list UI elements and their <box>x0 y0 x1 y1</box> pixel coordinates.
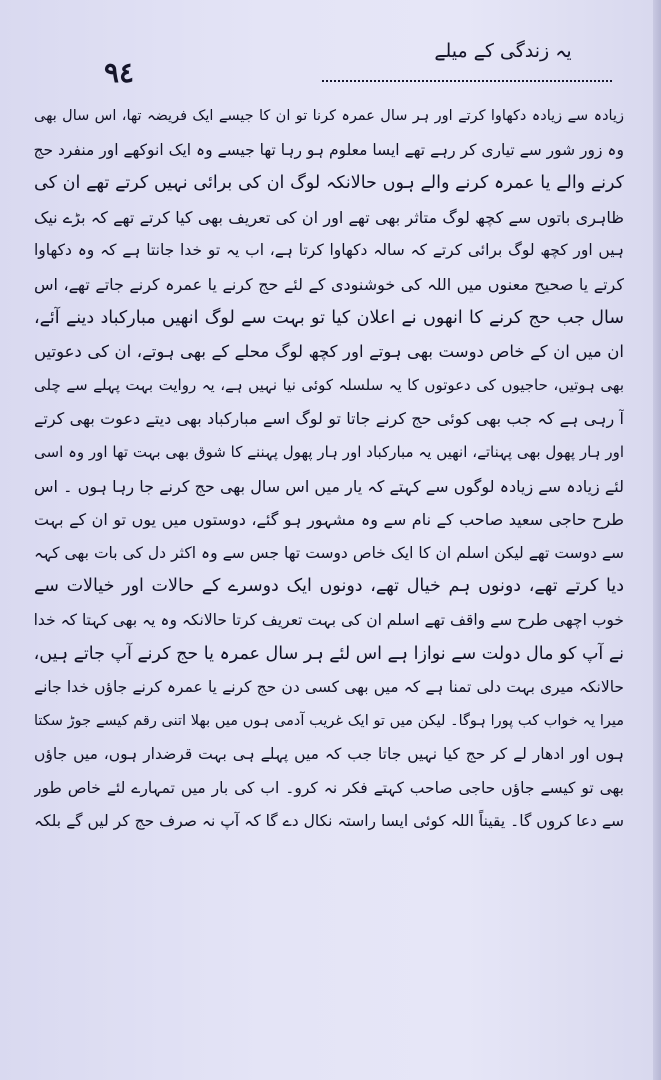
text-line: سے دوست تھے لیکن اسلم ان کا ایک خاص دوست تھا جس سے وہ اکثر دل کی بات بھی کہہ <box>34 543 624 562</box>
text-line: اور ہار پھول بھی پہناتے، انھیں یہ مبارکباد اور ہار پھول پہننے کا شوق بھی بہت تھا اور وہ اسی <box>34 442 624 461</box>
text-line: نے آپ کو مال دولت سے نوازا ہے اس لئے ہر سال عمرہ یا حج کرنے آپ جاتے ہیں، <box>34 643 624 664</box>
text-line: دیا کرتے تھے، دونوں ہم خیال تھے، دونوں ایک دوسرے کے حالات اور خیالات سے <box>34 576 624 597</box>
text-line: آ رہی ہے کہ جب بھی کوئی حج کرنے جاتا تو لوگ اسے مبارکباد بھی دیتے دعوت بھی کرتے <box>34 409 624 429</box>
text-line: طرح حاجی سعید صاحب کے نام سے وہ مشہور ہو گئے، دوستوں میں یوں تو ان کے بہت <box>34 510 624 530</box>
running-title: یہ زندگی کے میلے <box>434 40 572 62</box>
text-line: کرتے یا صحیح معنوں میں اللہ کی خوشنودی کے لئے حج کرنے یا عمرہ کرنے جاتے تھے، اس <box>34 274 624 294</box>
text-line: ہیں اور کچھ لوگ برائی کرتے کہ سالہ دکھاوا کرتا ہے، اب یہ تو خدا جانتا ہے کہ وہ دکھاوا <box>34 241 624 260</box>
text-line: وہ زور شور سے تیاری کر رہے تھے ایسا معلوم ہو رہا تھا جیسے وہ ایک انوکھے اور منفرد حج <box>34 140 624 159</box>
body-text <box>34 100 624 839</box>
page-edge-shadow <box>653 0 661 1080</box>
text-line: سال جب حج کرنے کا انھوں نے اعلان کیا تو بہت سے لوگ انھیں مبارکباد دینے آئے، <box>34 307 624 328</box>
text-line: خوب اچھی طرح سے واقف تھے اسلم ان کی بہت تعریف کرتا حالانکہ وہ یہ بھی کہتا کہ خدا <box>34 610 624 629</box>
text-line: بھی تو کیسے جاؤں حاجی صاحب کہتے فکر نہ کرو۔ اب کی بار میں تمہارے لئے خاص طور <box>34 778 624 797</box>
text-line: حالانکہ میری بہت دلی تمنا ہے کہ میں بھی کسی دن حج کرنے یا عمرہ کرنے جاؤں خدا جانے <box>34 678 624 697</box>
text-line: بھی ہوتیں، حاجیوں کی دعوتوں کا یہ سلسلہ کوئی نیا نہیں ہے، یہ روایت بہت پہلے سے چلی <box>34 375 624 394</box>
page-number: ٩٤ <box>104 56 135 89</box>
header-rule <box>322 80 612 82</box>
text-line: کرنے والے یا عمرہ کرنے والے ہوں حالانکہ لوگ ان کی برائی نہیں کرتے تھے ان کی <box>34 173 624 194</box>
text-line: ظاہری باتوں سے کچھ لوگ متاثر بھی تھے اور ان کی تعریف بھی کیا کرتے تھے کہ بڑے نیک <box>34 207 624 227</box>
text-line: ہوں اور ادھار لے کر حج کیا نہیں جاتا جب کہ میں پہلے ہی بہت قرضدار ہوں، میں جاؤں <box>34 745 624 764</box>
text-line: لئے زیادہ سے زیادہ لوگوں سے کہتے کہ یار میں اس سال بھی حج کرنے جا رہا ہوں ۔ اس <box>34 476 624 496</box>
text-line: زیادہ سے زیادہ دکھاوا کرتے اور ہر سال عمرہ کرنا تو ان کا جیسے ایک فریضہ تھا، اس سال بھی <box>34 108 624 124</box>
text-line: ان میں ان کے خاص دوست بھی ہوتے اور کچھ لوگ محلے کے بھی ہوتے، ان کی دعوتیں <box>34 342 624 362</box>
text-line: سے دعا کروں گا۔ یقیناً اللہ کوئی ایسا راستہ نکال دے گا کہ آپ نہ صرف حج کر لیں گے بلکہ <box>34 812 624 831</box>
text-line: میرا یہ خواب کب پورا ہوگا۔ لیکن میں تو ایک غریب آدمی ہوں میں بھلا اتنی رقم کیسے جوڑ سکتا <box>34 712 624 729</box>
